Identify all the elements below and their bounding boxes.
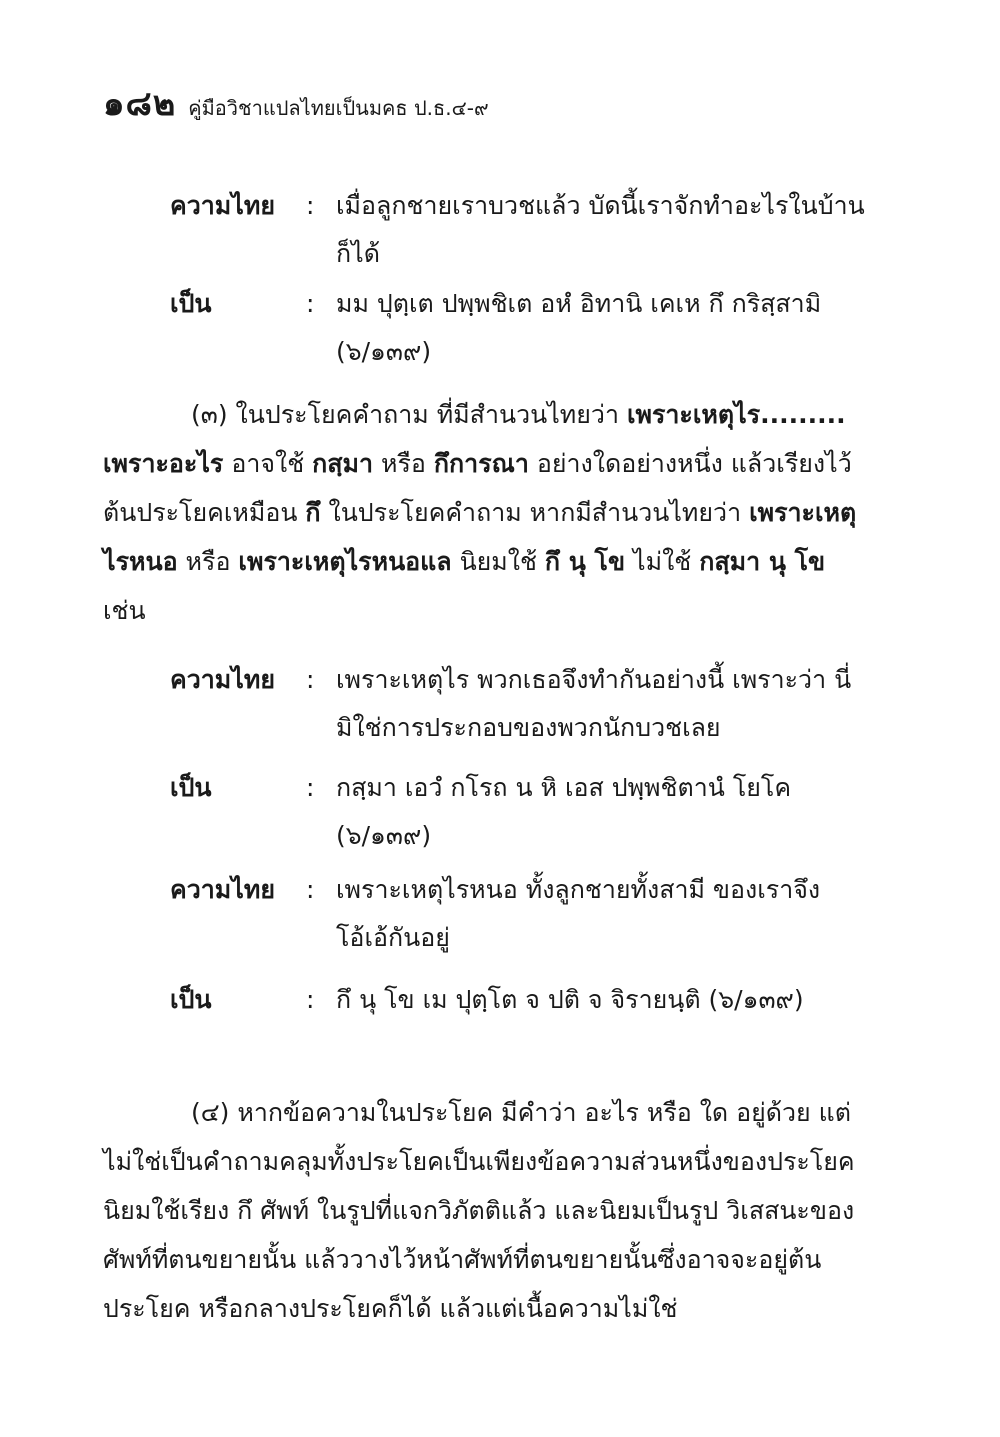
paragraph-4-text: (๔) หากข้อความในประโยค มีคำว่า อะไร หรือ ใด อยู่ด้วย แต่ไม่ใช่เป็นคำถามคลุมทั้งประโยคเป็นเพียงข้อความส่วนหนึ่งของประโยค นิยมใช้เรียง กึ ศัพท์ ในรูปที่แจกวิภัตติแล้ว และนิยมเป็นรูป วิเสสนะของศัพท์ที่ตนขยายนั้น แล้ววางไว้หน้าศัพท์ที่ตนขยายนั้นซึ่งอาจจะอยู่ต้นประโยค หรือกลางประโยคก็ได้ แล้วแต่เนื้อความไม่ใช่	[103, 1098, 855, 1323]
bold-term: กึการณา	[433, 449, 529, 478]
example-3-pali	[170, 976, 870, 1024]
pali-text: กึ นุ โข เม ปุตฺโต จ ปติ จ จิรายนฺติ (๖/๑๓๙)	[336, 985, 804, 1014]
pali-label: เป็น	[170, 985, 212, 1014]
bold-term: กสฺมา นุ โข	[699, 547, 826, 576]
pali-label: เป็น	[170, 773, 212, 802]
bold-term: กึ	[305, 498, 321, 527]
paragraph-4	[103, 1088, 873, 1333]
bold-term: กึ นุ โข	[544, 547, 626, 576]
thai-label: ความไทย	[170, 191, 275, 220]
colon: :	[306, 191, 315, 220]
bold-term: เพราะอะไร	[103, 449, 224, 478]
example-2-pali	[170, 764, 870, 860]
example-2-thai	[170, 656, 870, 752]
pali-text: มม ปุตฺเต ปพฺพชิเต อหํ อิทานิ เคเห กึ กริสฺสามิ (๖/๑๓๙)	[336, 289, 822, 366]
thai-text: เมื่อลูกชายเราบวชแล้ว บัดนี้เราจักทำอะไรในบ้าน ก็ได้	[336, 191, 865, 268]
bold-term: เพราะเหตุไร.........	[626, 400, 846, 429]
colon: :	[306, 985, 315, 1014]
bold-term: เพราะเหตุไรหนอแล	[238, 547, 452, 576]
thai-label: ความไทย	[170, 875, 275, 904]
colon: :	[306, 773, 315, 802]
example-3-thai	[170, 866, 870, 962]
bold-term: เพราะเหตุไรหนอ	[103, 498, 857, 576]
book-title: คู่มือวิชาแปลไทยเป็นมคธ ป.ธ.๔-๙	[188, 96, 489, 120]
page-header	[103, 76, 489, 130]
thai-text: เพราะเหตุไร พวกเธอจึงทำกันอย่างนี้ เพราะว่า นี่มิใช่การประกอบของพวกนักบวชเลย	[336, 665, 852, 742]
example-1-thai	[170, 182, 870, 278]
paragraph-3: (๓) ในประโยคคำถาม ที่มีสำนวนไทยว่า เพราะเหตุไร......... เพราะอะไร อาจใช้ กสฺมา หรือ กึการณา อย่างใดอย่างหนึ่ง แล้วเรียงไว้ต้นประโยคเหมือน กึ ในประโยคคำถาม หากมีสำนวนไทยว่า เพราะเหตุไรหนอ หรือ เพราะเหตุไรหนอแล นิยมใช้ กึ นุ โข ไม่ใช้ กสฺมา นุ โข เช่น	[103, 400, 857, 625]
page-number: ๑๘๒	[103, 84, 177, 124]
colon: :	[306, 665, 315, 694]
bold-term: กสฺมา	[312, 449, 374, 478]
pali-text: กสฺมา เอวํ กโรถ น หิ เอส ปพฺพชิตานํ โยโค (๖/๑๓๙)	[336, 773, 792, 850]
colon: :	[306, 875, 315, 904]
pali-label: เป็น	[170, 289, 212, 318]
thai-label: ความไทย	[170, 665, 275, 694]
example-1-pali	[170, 280, 870, 376]
thai-text: เพราะเหตุไรหนอ ทั้งลูกชายทั้งสามี ของเราจึง โอ้เอ้กันอยู่	[336, 875, 821, 952]
colon: :	[306, 289, 315, 318]
